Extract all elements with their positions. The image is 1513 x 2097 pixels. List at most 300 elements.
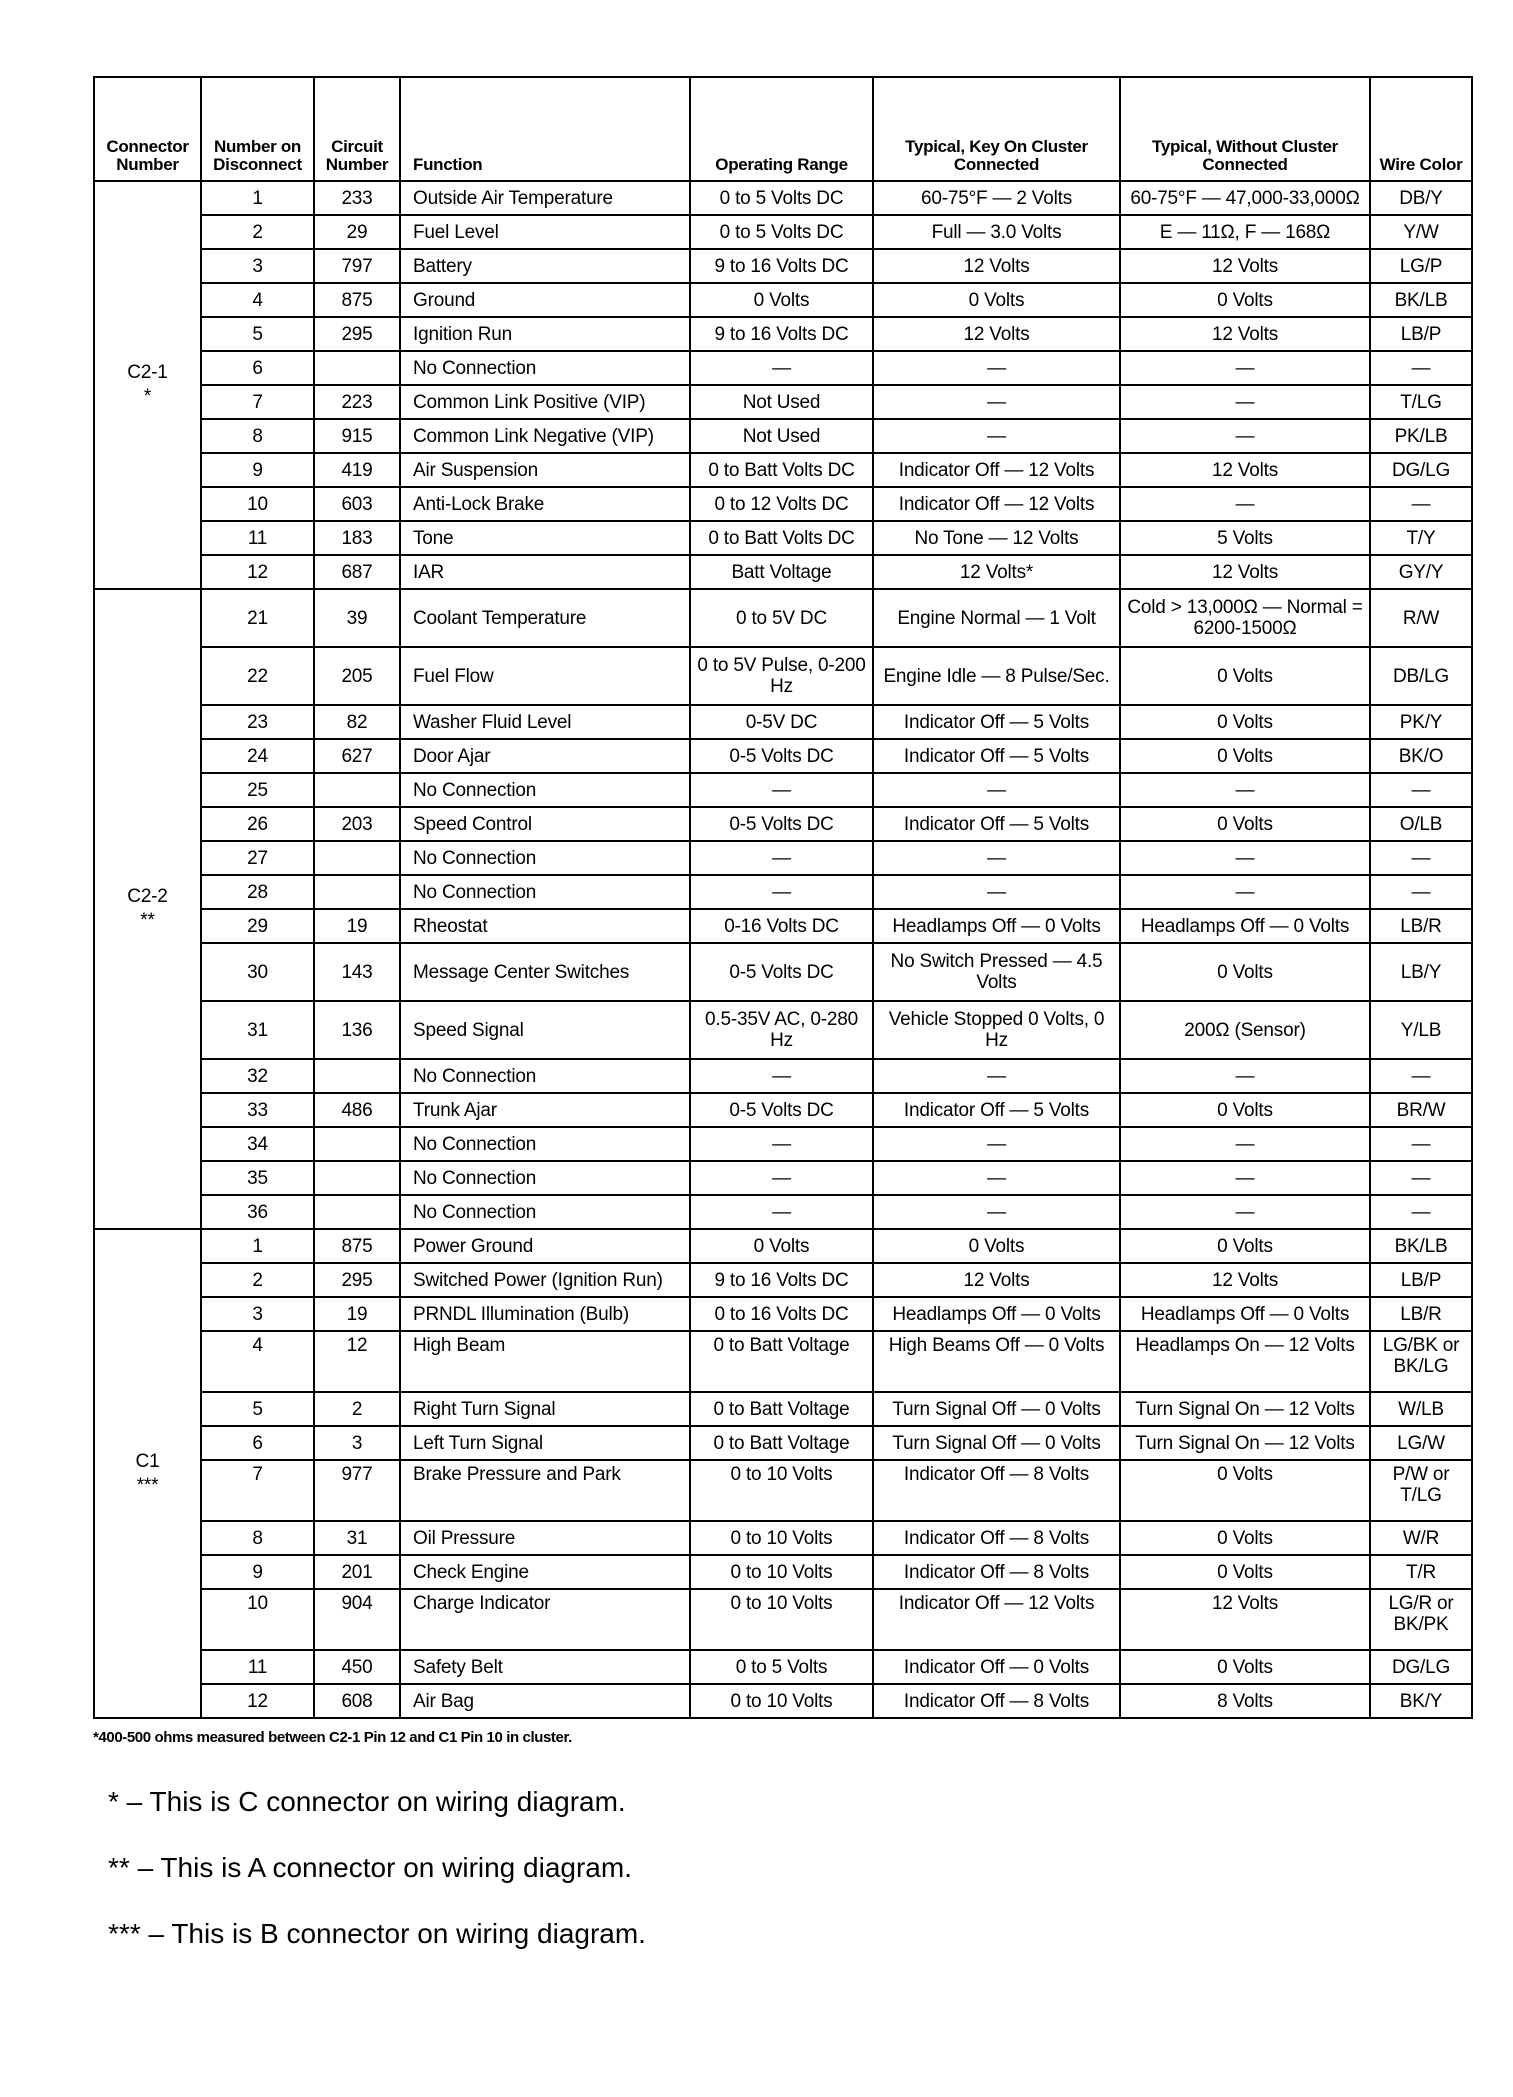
pin-number-cell: 3 xyxy=(201,1297,314,1331)
circuit-number-cell xyxy=(314,1161,400,1195)
typical-without-cluster-cell: 200Ω (Sensor) xyxy=(1120,1001,1370,1059)
table-row xyxy=(94,1161,1472,1195)
wire-color-cell: Y/LB xyxy=(1370,1001,1472,1059)
circuit-number-cell: 201 xyxy=(314,1555,400,1589)
typical-without-cluster-cell: Cold > 13,000Ω — Normal = 6200-1500Ω xyxy=(1120,589,1370,647)
typical-key-on-cell: — xyxy=(873,1195,1120,1229)
function-cell: No Connection xyxy=(400,773,690,807)
pin-number-cell: 28 xyxy=(201,875,314,909)
typical-key-on-cell: Vehicle Stopped 0 Volts, 0 Hz xyxy=(873,1001,1120,1059)
typical-without-cluster-cell: 8 Volts xyxy=(1120,1684,1370,1718)
circuit-number-cell: 627 xyxy=(314,739,400,773)
table-row xyxy=(94,875,1472,909)
pin-number-cell: 27 xyxy=(201,841,314,875)
function-cell: Air Suspension xyxy=(400,453,690,487)
typical-without-cluster-cell: 0 Volts xyxy=(1120,739,1370,773)
circuit-number-cell xyxy=(314,875,400,909)
function-cell: IAR xyxy=(400,555,690,589)
wire-color-cell: — xyxy=(1370,875,1472,909)
wire-color-cell: O/LB xyxy=(1370,807,1472,841)
typical-key-on-cell: Indicator Off — 5 Volts xyxy=(873,705,1120,739)
operating-range-cell: 0 to 10 Volts xyxy=(690,1684,873,1718)
circuit-number-cell xyxy=(314,1127,400,1161)
function-cell: No Connection xyxy=(400,1059,690,1093)
table-footnote: *400-500 ohms measured between C2-1 Pin 12 and C1 Pin 10 in cluster. xyxy=(93,1729,572,1746)
table-row xyxy=(94,1589,1472,1650)
function-cell: Brake Pressure and Park xyxy=(400,1460,690,1521)
operating-range-cell: 0-5 Volts DC xyxy=(690,1093,873,1127)
wire-color-cell: BK/Y xyxy=(1370,1684,1472,1718)
pin-number-cell: 35 xyxy=(201,1161,314,1195)
circuit-number-cell: 977 xyxy=(314,1460,400,1521)
operating-range-cell: 9 to 16 Volts DC xyxy=(690,1263,873,1297)
circuit-number-cell: 419 xyxy=(314,453,400,487)
operating-range-cell: 0-5 Volts DC xyxy=(690,807,873,841)
typical-key-on-cell: Headlamps Off — 0 Volts xyxy=(873,909,1120,943)
header-operating-range: Operating Range xyxy=(690,77,873,181)
typical-key-on-cell: — xyxy=(873,385,1120,419)
wire-color-cell: — xyxy=(1370,1161,1472,1195)
table-row xyxy=(94,419,1472,453)
circuit-number-cell: 19 xyxy=(314,1297,400,1331)
table-row xyxy=(94,453,1472,487)
typical-key-on-cell: — xyxy=(873,841,1120,875)
header-row xyxy=(94,77,1472,181)
table-row xyxy=(94,1650,1472,1684)
pin-number-cell: 26 xyxy=(201,807,314,841)
wire-color-cell: — xyxy=(1370,351,1472,385)
function-cell: Coolant Temperature xyxy=(400,589,690,647)
function-cell: Safety Belt xyxy=(400,1650,690,1684)
typical-without-cluster-cell: 12 Volts xyxy=(1120,453,1370,487)
connector-number-cell xyxy=(94,589,201,1229)
wire-color-cell: PK/LB xyxy=(1370,419,1472,453)
operating-range-cell: 0 to Batt Volts DC xyxy=(690,453,873,487)
circuit-number-cell: 183 xyxy=(314,521,400,555)
operating-range-cell: 0 to 12 Volts DC xyxy=(690,487,873,521)
circuit-number-cell: 915 xyxy=(314,419,400,453)
typical-key-on-cell: 0 Volts xyxy=(873,1229,1120,1263)
typical-without-cluster-cell: 5 Volts xyxy=(1120,521,1370,555)
pin-number-cell: 7 xyxy=(201,385,314,419)
function-cell: Oil Pressure xyxy=(400,1521,690,1555)
table-row xyxy=(94,1521,1472,1555)
circuit-number-cell: 233 xyxy=(314,181,400,215)
wire-color-cell: T/R xyxy=(1370,1555,1472,1589)
wire-color-cell: R/W xyxy=(1370,589,1472,647)
table-row xyxy=(94,555,1472,589)
circuit-number-cell: 143 xyxy=(314,943,400,1001)
circuit-number-cell: 875 xyxy=(314,283,400,317)
header-circuit-number: Circuit Number xyxy=(314,77,400,181)
typical-key-on-cell: 12 Volts* xyxy=(873,555,1120,589)
function-cell: No Connection xyxy=(400,351,690,385)
function-cell: PRNDL Illumination (Bulb) xyxy=(400,1297,690,1331)
operating-range-cell: 0 to 5 Volts xyxy=(690,1650,873,1684)
table-row xyxy=(94,317,1472,351)
operating-range-cell: Not Used xyxy=(690,385,873,419)
wire-color-cell: T/LG xyxy=(1370,385,1472,419)
connector-note: ** – This is A connector on wiring diagram. xyxy=(108,1852,632,1883)
typical-key-on-cell: Indicator Off — 8 Volts xyxy=(873,1555,1120,1589)
operating-range-cell: 0 to 10 Volts xyxy=(690,1589,873,1650)
typical-without-cluster-cell: 12 Volts xyxy=(1120,1263,1370,1297)
function-cell: No Connection xyxy=(400,841,690,875)
wire-color-cell: — xyxy=(1370,1195,1472,1229)
typical-without-cluster-cell: 0 Volts xyxy=(1120,807,1370,841)
table-row xyxy=(94,1001,1472,1059)
typical-key-on-cell: Engine Idle — 8 Pulse/Sec. xyxy=(873,647,1120,705)
table-row xyxy=(94,841,1472,875)
typical-without-cluster-cell: — xyxy=(1120,1195,1370,1229)
typical-key-on-cell: Indicator Off — 5 Volts xyxy=(873,807,1120,841)
connector-mark: * xyxy=(143,386,152,407)
circuit-number-cell: 223 xyxy=(314,385,400,419)
wire-color-cell: — xyxy=(1370,487,1472,521)
typical-without-cluster-cell: — xyxy=(1120,1161,1370,1195)
table-row xyxy=(94,589,1472,647)
pin-number-cell: 5 xyxy=(201,1392,314,1426)
wire-color-cell: LB/Y xyxy=(1370,943,1472,1001)
typical-key-on-cell: — xyxy=(873,351,1120,385)
typical-key-on-cell: Indicator Off — 12 Volts xyxy=(873,487,1120,521)
table-row xyxy=(94,1555,1472,1589)
pin-number-cell: 11 xyxy=(201,521,314,555)
pin-number-cell: 10 xyxy=(201,487,314,521)
pin-number-cell: 36 xyxy=(201,1195,314,1229)
wire-color-cell: BK/LB xyxy=(1370,283,1472,317)
table-row xyxy=(94,521,1472,555)
circuit-number-cell xyxy=(314,1059,400,1093)
typical-key-on-cell: High Beams Off — 0 Volts xyxy=(873,1331,1120,1392)
pin-number-cell: 21 xyxy=(201,589,314,647)
circuit-number-cell: 603 xyxy=(314,487,400,521)
connector-mark: ** xyxy=(140,910,155,931)
typical-key-on-cell: Turn Signal Off — 0 Volts xyxy=(873,1392,1120,1426)
function-cell: No Connection xyxy=(400,1127,690,1161)
table-row xyxy=(94,1093,1472,1127)
typical-without-cluster-cell: — xyxy=(1120,385,1370,419)
pin-number-cell: 4 xyxy=(201,283,314,317)
typical-key-on-cell: 0 Volts xyxy=(873,283,1120,317)
function-cell: Door Ajar xyxy=(400,739,690,773)
table-row xyxy=(94,739,1472,773)
operating-range-cell: — xyxy=(690,1127,873,1161)
pin-number-cell: 5 xyxy=(201,317,314,351)
wire-color-cell: LG/BK or BK/LG xyxy=(1370,1331,1472,1392)
pin-number-cell: 9 xyxy=(201,1555,314,1589)
wire-color-cell: W/R xyxy=(1370,1521,1472,1555)
typical-without-cluster-cell: 0 Volts xyxy=(1120,1650,1370,1684)
table-body xyxy=(94,181,1472,1718)
pin-number-cell: 30 xyxy=(201,943,314,1001)
wire-color-cell: Y/W xyxy=(1370,215,1472,249)
typical-key-on-cell: Indicator Off — 8 Volts xyxy=(873,1684,1120,1718)
table-row xyxy=(94,773,1472,807)
pin-number-cell: 25 xyxy=(201,773,314,807)
header-connector-number: Connector Number xyxy=(94,77,201,181)
circuit-number-cell xyxy=(314,773,400,807)
typical-key-on-cell: No Tone — 12 Volts xyxy=(873,521,1120,555)
pin-number-cell: 1 xyxy=(201,1229,314,1263)
connector-mark: *** xyxy=(136,1474,159,1496)
wire-color-cell: LB/R xyxy=(1370,1297,1472,1331)
circuit-number-cell: 486 xyxy=(314,1093,400,1127)
table-row xyxy=(94,283,1472,317)
table-row xyxy=(94,647,1472,705)
function-cell: Left Turn Signal xyxy=(400,1426,690,1460)
table-row xyxy=(94,385,1472,419)
typical-without-cluster-cell: 0 Volts xyxy=(1120,1555,1370,1589)
typical-key-on-cell: — xyxy=(873,1161,1120,1195)
function-cell: Common Link Positive (VIP) xyxy=(400,385,690,419)
table-row xyxy=(94,1392,1472,1426)
typical-key-on-cell: — xyxy=(873,875,1120,909)
pin-number-cell: 8 xyxy=(201,419,314,453)
typical-key-on-cell: No Switch Pressed — 4.5 Volts xyxy=(873,943,1120,1001)
pin-number-cell: 2 xyxy=(201,1263,314,1297)
circuit-number-cell: 295 xyxy=(314,1263,400,1297)
table-row xyxy=(94,1460,1472,1521)
typical-without-cluster-cell: Headlamps On — 12 Volts xyxy=(1120,1331,1370,1392)
operating-range-cell: 0 to 5V Pulse, 0-200 Hz xyxy=(690,647,873,705)
table-row xyxy=(94,807,1472,841)
function-cell: Ground xyxy=(400,283,690,317)
wire-color-cell: T/Y xyxy=(1370,521,1472,555)
operating-range-cell: — xyxy=(690,875,873,909)
typical-without-cluster-cell: — xyxy=(1120,351,1370,385)
typical-without-cluster-cell: — xyxy=(1120,419,1370,453)
function-cell: Check Engine xyxy=(400,1555,690,1589)
typical-key-on-cell: Indicator Off — 0 Volts xyxy=(873,1650,1120,1684)
function-cell: Speed Signal xyxy=(400,1001,690,1059)
connector-number-cell xyxy=(94,1229,201,1718)
connector-number-cell xyxy=(94,181,201,589)
header-number-on-disconnect: Number on Disconnect xyxy=(201,77,314,181)
operating-range-cell: 0 to Batt Volts DC xyxy=(690,521,873,555)
pin-number-cell: 6 xyxy=(201,1426,314,1460)
function-cell: Air Bag xyxy=(400,1684,690,1718)
function-cell: Battery xyxy=(400,249,690,283)
connector-label: C1 xyxy=(135,1450,160,1472)
function-cell: Tone xyxy=(400,521,690,555)
connector-note: *** – This is B connector on wiring diagram. xyxy=(108,1918,646,1949)
operating-range-cell: — xyxy=(690,773,873,807)
typical-key-on-cell: — xyxy=(873,773,1120,807)
pin-number-cell: 4 xyxy=(201,1331,314,1392)
table-row xyxy=(94,1059,1472,1093)
wire-color-cell: BK/LB xyxy=(1370,1229,1472,1263)
operating-range-cell: — xyxy=(690,1195,873,1229)
operating-range-cell: 0 to 5 Volts DC xyxy=(690,181,873,215)
wire-color-cell: LB/P xyxy=(1370,1263,1472,1297)
operating-range-cell: 0 Volts xyxy=(690,283,873,317)
operating-range-cell: 0-5 Volts DC xyxy=(690,943,873,1001)
function-cell: No Connection xyxy=(400,1195,690,1229)
function-cell: Washer Fluid Level xyxy=(400,705,690,739)
table-row xyxy=(94,1426,1472,1460)
table-row xyxy=(94,705,1472,739)
circuit-number-cell: 687 xyxy=(314,555,400,589)
typical-without-cluster-cell: — xyxy=(1120,1127,1370,1161)
connector-pinout-table xyxy=(93,76,1473,1719)
operating-range-cell: 0-16 Volts DC xyxy=(690,909,873,943)
operating-range-cell: 0 to 16 Volts DC xyxy=(690,1297,873,1331)
circuit-number-cell: 203 xyxy=(314,807,400,841)
table-row xyxy=(94,1229,1472,1263)
function-cell: Power Ground xyxy=(400,1229,690,1263)
pin-number-cell: 12 xyxy=(201,555,314,589)
typical-key-on-cell: 12 Volts xyxy=(873,317,1120,351)
circuit-number-cell: 904 xyxy=(314,1589,400,1650)
table-row xyxy=(94,1263,1472,1297)
function-cell: Anti-Lock Brake xyxy=(400,487,690,521)
typical-key-on-cell: Indicator Off — 5 Volts xyxy=(873,739,1120,773)
pin-number-cell: 24 xyxy=(201,739,314,773)
table-row xyxy=(94,351,1472,385)
typical-without-cluster-cell: 0 Volts xyxy=(1120,1093,1370,1127)
function-cell: Outside Air Temperature xyxy=(400,181,690,215)
wire-color-cell: DB/Y xyxy=(1370,181,1472,215)
circuit-number-cell: 608 xyxy=(314,1684,400,1718)
circuit-number-cell: 29 xyxy=(314,215,400,249)
operating-range-cell: 0 Volts xyxy=(690,1229,873,1263)
operating-range-cell: 0 to Batt Voltage xyxy=(690,1426,873,1460)
operating-range-cell: 0 to 10 Volts xyxy=(690,1555,873,1589)
typical-without-cluster-cell: — xyxy=(1120,1059,1370,1093)
connector-label: C2-2 xyxy=(127,886,168,907)
typical-without-cluster-cell: — xyxy=(1120,875,1370,909)
typical-key-on-cell: 12 Volts xyxy=(873,249,1120,283)
operating-range-cell: Not Used xyxy=(690,419,873,453)
table-row xyxy=(94,181,1472,215)
typical-without-cluster-cell: E — 11Ω, F — 168Ω xyxy=(1120,215,1370,249)
pin-number-cell: 1 xyxy=(201,181,314,215)
typical-without-cluster-cell: Turn Signal On — 12 Volts xyxy=(1120,1426,1370,1460)
typical-key-on-cell: 12 Volts xyxy=(873,1263,1120,1297)
table-row xyxy=(94,1684,1472,1718)
wire-color-cell: PK/Y xyxy=(1370,705,1472,739)
pin-number-cell: 33 xyxy=(201,1093,314,1127)
table-row xyxy=(94,909,1472,943)
typical-key-on-cell: Indicator Off — 8 Volts xyxy=(873,1521,1120,1555)
circuit-number-cell: 797 xyxy=(314,249,400,283)
circuit-number-cell: 3 xyxy=(314,1426,400,1460)
operating-range-cell: Batt Voltage xyxy=(690,555,873,589)
circuit-number-cell xyxy=(314,1195,400,1229)
wire-color-cell: — xyxy=(1370,841,1472,875)
circuit-number-cell: 19 xyxy=(314,909,400,943)
pin-number-cell: 32 xyxy=(201,1059,314,1093)
wire-color-cell: BK/O xyxy=(1370,739,1472,773)
table-row xyxy=(94,215,1472,249)
function-cell: High Beam xyxy=(400,1331,690,1392)
connector-note: * – This is C connector on wiring diagram. xyxy=(108,1786,626,1817)
pin-number-cell: 23 xyxy=(201,705,314,739)
typical-key-on-cell: Indicator Off — 12 Volts xyxy=(873,453,1120,487)
wire-color-cell: LG/W xyxy=(1370,1426,1472,1460)
header-typical-without-cluster: Typical, Without Cluster Connected xyxy=(1120,77,1370,181)
wire-color-cell: DG/LG xyxy=(1370,1650,1472,1684)
operating-range-cell: 9 to 16 Volts DC xyxy=(690,249,873,283)
typical-key-on-cell: Indicator Off — 5 Volts xyxy=(873,1093,1120,1127)
wire-color-cell: — xyxy=(1370,1059,1472,1093)
pin-number-cell: 12 xyxy=(201,1684,314,1718)
circuit-number-cell: 205 xyxy=(314,647,400,705)
pin-number-cell: 11 xyxy=(201,1650,314,1684)
operating-range-cell: — xyxy=(690,1161,873,1195)
function-cell: Ignition Run xyxy=(400,317,690,351)
circuit-number-cell: 136 xyxy=(314,1001,400,1059)
pin-number-cell: 31 xyxy=(201,1001,314,1059)
pin-number-cell: 2 xyxy=(201,215,314,249)
table-row xyxy=(94,1331,1472,1392)
operating-range-cell: 0-5 Volts DC xyxy=(690,739,873,773)
function-cell: Message Center Switches xyxy=(400,943,690,1001)
circuit-number-cell: 450 xyxy=(314,1650,400,1684)
circuit-number-cell: 295 xyxy=(314,317,400,351)
circuit-number-cell xyxy=(314,351,400,385)
operating-range-cell: — xyxy=(690,1059,873,1093)
wire-color-cell: LB/R xyxy=(1370,909,1472,943)
pin-number-cell: 8 xyxy=(201,1521,314,1555)
wire-color-cell: DG/LG xyxy=(1370,453,1472,487)
connector-notes xyxy=(93,1782,1471,1980)
typical-without-cluster-cell: 0 Volts xyxy=(1120,647,1370,705)
operating-range-cell: 0 to 5 Volts DC xyxy=(690,215,873,249)
typical-without-cluster-cell: 12 Volts xyxy=(1120,1589,1370,1650)
typical-key-on-cell: Turn Signal Off — 0 Volts xyxy=(873,1426,1120,1460)
typical-key-on-cell: Engine Normal — 1 Volt xyxy=(873,589,1120,647)
function-cell: Rheostat xyxy=(400,909,690,943)
wire-color-cell: BR/W xyxy=(1370,1093,1472,1127)
connector-label: C2-1 xyxy=(127,362,168,383)
typical-without-cluster-cell: Turn Signal On — 12 Volts xyxy=(1120,1392,1370,1426)
table-row xyxy=(94,249,1472,283)
typical-key-on-cell: — xyxy=(873,1059,1120,1093)
wire-color-cell: DB/LG xyxy=(1370,647,1472,705)
table-row xyxy=(94,487,1472,521)
pin-number-cell: 6 xyxy=(201,351,314,385)
circuit-number-cell: 82 xyxy=(314,705,400,739)
typical-without-cluster-cell: 0 Volts xyxy=(1120,1521,1370,1555)
operating-range-cell: 0 to Batt Voltage xyxy=(690,1392,873,1426)
operating-range-cell: 0 to Batt Voltage xyxy=(690,1331,873,1392)
typical-key-on-cell: Headlamps Off — 0 Volts xyxy=(873,1297,1120,1331)
function-cell: Common Link Negative (VIP) xyxy=(400,419,690,453)
operating-range-cell: 0.5-35V AC, 0-280 Hz xyxy=(690,1001,873,1059)
typical-without-cluster-cell: 0 Volts xyxy=(1120,705,1370,739)
function-cell: Fuel Level xyxy=(400,215,690,249)
typical-without-cluster-cell: — xyxy=(1120,487,1370,521)
function-cell: Charge Indicator xyxy=(400,1589,690,1650)
typical-without-cluster-cell: 12 Volts xyxy=(1120,555,1370,589)
function-cell: No Connection xyxy=(400,1161,690,1195)
function-cell: Right Turn Signal xyxy=(400,1392,690,1426)
wire-color-cell: LB/P xyxy=(1370,317,1472,351)
circuit-number-cell: 39 xyxy=(314,589,400,647)
table-row xyxy=(94,943,1472,1001)
typical-without-cluster-cell: — xyxy=(1120,841,1370,875)
circuit-number-cell xyxy=(314,841,400,875)
function-cell: Fuel Flow xyxy=(400,647,690,705)
typical-key-on-cell: — xyxy=(873,419,1120,453)
typical-key-on-cell: Full — 3.0 Volts xyxy=(873,215,1120,249)
operating-range-cell: 0 to 5V DC xyxy=(690,589,873,647)
typical-key-on-cell: — xyxy=(873,1127,1120,1161)
typical-without-cluster-cell: — xyxy=(1120,773,1370,807)
function-cell: Switched Power (Ignition Run) xyxy=(400,1263,690,1297)
